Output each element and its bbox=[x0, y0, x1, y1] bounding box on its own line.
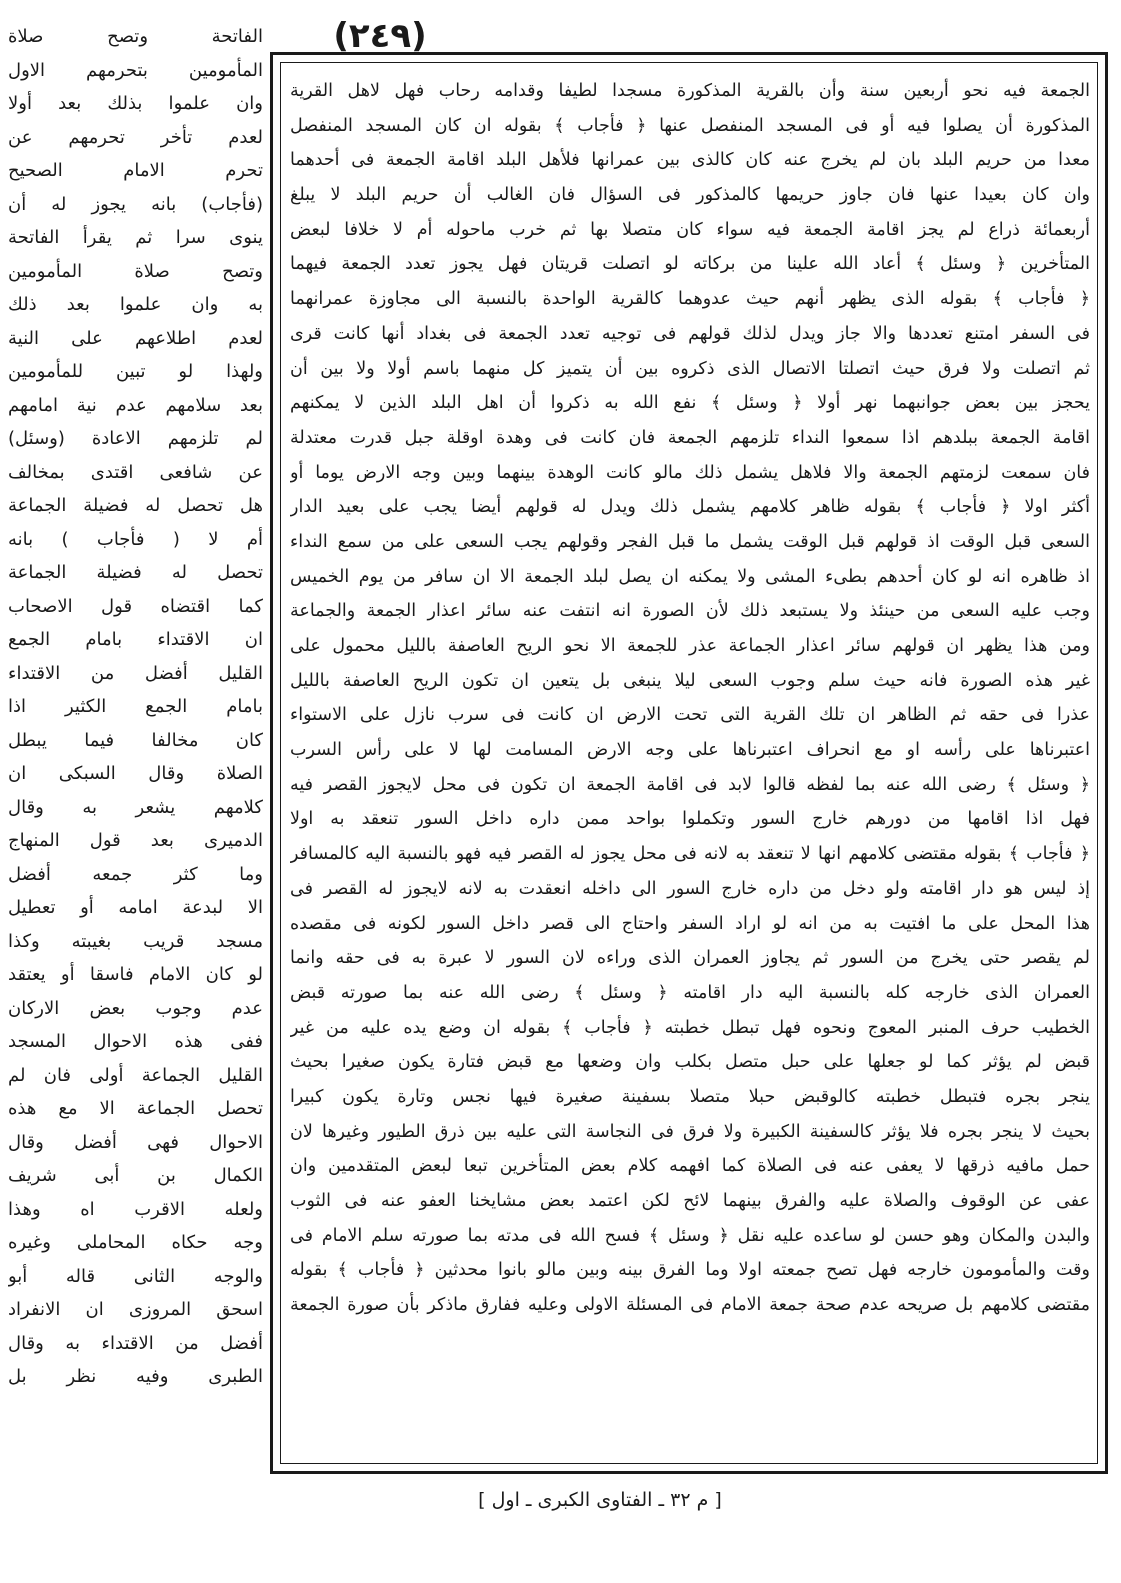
margin-text-line: أم لا ( فأجاب ) بانه bbox=[8, 528, 263, 550]
main-text-line: أربعمائة ذراع لم يجز اقامة الجمعة فيه سواء كان متصلا بها ثم خرب ماحوله أم لا خلافا لبعض bbox=[290, 219, 1090, 240]
margin-text-line: ولعله الاقرب اه وهذا bbox=[8, 1198, 263, 1220]
main-text-line: مقتضى كلامهم بل صريحه عدم صحة جمعة الامام فى المسئلة الاولى وعليه ففارق ماذكر بأن صورة الجمعة bbox=[290, 1295, 1090, 1316]
main-text-line: وجب عليه السعى من حينئذ ولا يستبعد ذلك لأن الصورة انه انتفت عنه سائر اعذار الجمعة والجماعة bbox=[290, 601, 1090, 622]
margin-text-line: اسحق المروزى ان الانفراد bbox=[8, 1299, 263, 1320]
main-text-line: ﴿ وسئل ﴾ رضى الله عنه بما لفظه قالوا لابد فى اقامة الجمعة ان تكون فى محل لايجوز القصر فيه bbox=[290, 774, 1090, 795]
margin-text-line: القليل أفضل من الاقتداء bbox=[8, 662, 263, 684]
margin-text-line: أفضل من الاقتداء به وقال bbox=[8, 1332, 263, 1354]
margin-text-line: لو كان الامام فاسقا أو يعتقد bbox=[8, 964, 263, 985]
main-text-line: قبض لم يؤثر كما لو جعلها على حبل متصل بكلب وان وضعها مع قبض فتارة يكون صغيرا بحيث bbox=[290, 1052, 1090, 1073]
page-footer: [ م ٣٢ ـ الفتاوى الكبرى ـ اول ] bbox=[478, 1489, 722, 1511]
margin-text-line: الطبرى وفيه نظر بل bbox=[8, 1366, 263, 1387]
margin-text-line: لعدم تأخر تحرمهم عن bbox=[8, 126, 263, 148]
margin-text-line: تحرم الامام الصحيح bbox=[8, 160, 263, 181]
main-text-line: ثم اتصلت ولا فرق حيث اتصلتا الاتصال الذى ذكروه بين أن يتميز كل منهما باسم أولا ولا بين أن bbox=[290, 358, 1090, 379]
margin-text-line: وتصح صلاة المأمومين bbox=[8, 260, 263, 282]
main-text-line: ﴿ فأجاب ﴾ بقوله الذى يظهر أنهم حيث عدوهما كالقرية الواحدة بالنسبة الى مجاوزة عمرانهما bbox=[290, 289, 1090, 310]
margin-text-line: بامام الجمع الكثير اذا bbox=[8, 696, 263, 717]
margin-text-line: وان علموا بذلك بعد أولا bbox=[8, 93, 263, 114]
main-text-line: بحيث لا ينجر بجره فلا يؤثر كالسفينة الكبيرة ولا فرق فى النجاسة التى عليه بين ذرق الطيور وغيرها لان bbox=[290, 1121, 1090, 1142]
main-text-line: إذ ليس هو دار اقامته ولو دخل من داره خارج السور الى داخله انعقدت به لانه لايجوز له القصر فى bbox=[290, 878, 1090, 899]
main-text-line: المتأخرين ﴿ وسئل ﴾ أعاد الله علينا من بركاته لو اتصلت قريتان فهل يجوز تعدد الجمعة فيهما bbox=[290, 254, 1090, 275]
margin-text-line: ينوى سرا ثم يقرأ الفاتحة bbox=[8, 227, 263, 248]
margin-text-line: وما كثر جمعه أفضل bbox=[8, 863, 263, 885]
margin-text-line: عن شافعى اقتدى بمخالف bbox=[8, 461, 263, 483]
margin-text-line: بعد سلامهم عدم نية امامهم bbox=[8, 394, 263, 416]
margin-text-line: به وان علموا بعد ذلك bbox=[8, 294, 263, 315]
margin-text-line: كما اقتضاه قول الاصحاب bbox=[8, 595, 263, 617]
page-number: (٢٤٩) bbox=[333, 16, 427, 56]
margin-text-line: وجه حكاه المحاملى وغيره bbox=[8, 1232, 263, 1253]
margin-text-line: ففى هذه الاحوال المسجد bbox=[8, 1031, 263, 1052]
margin-text-line: (فأجاب) بانه يجوز له أن bbox=[8, 193, 263, 215]
main-text-line: وقت والمأمومون خارجه فهل تصح جمعته اولا وما الفرق بينه وبين مالو بانوا محدثين ﴿ فأجاب ﴾ بقوله bbox=[290, 1260, 1090, 1281]
margin-text-line: كلامهم يشعر به وقال bbox=[8, 796, 263, 818]
main-text-line: الخطيب حرف المنبر المعوج ونحوه فهل تبطل خطبته ﴿ فأجاب ﴾ بقوله ان وضع يده عليه من غير bbox=[290, 1017, 1090, 1038]
margin-text-line: مسجد قريب بغيبته وكذا bbox=[8, 930, 263, 952]
main-text-line: يحجز بين بعض جوانبهما نهر أولا ﴿ وسئل ﴾ نفع الله به ذكروا أن اهل البلد الذين لا يمكنهم bbox=[290, 393, 1090, 414]
main-text-line: أكثر اولا ﴿ فأجاب ﴾ بقوله ظاهر كلامهم يشمل ذلك ويدل له قولهم أيضا يجب على بعيد الدار bbox=[290, 497, 1090, 518]
margin-text-line: تحصل الجماعة الا مع هذه bbox=[8, 1098, 263, 1119]
main-text-line: حمل مافيه ذرقها لا يعفى عنه فى الصلاة كما افهمه كلام بعض المتأخرين تبعا لبعض المتقدمين وان bbox=[290, 1156, 1090, 1177]
main-text-line: المذكورة أن يصلوا فيه أو فى المسجد المنفصل عنها ﴿ فأجاب ﴾ بقوله ان كان المسجد المنفصل bbox=[290, 115, 1090, 136]
margin-text-line: المأمومين بتحرمهم الاول bbox=[8, 59, 263, 81]
main-text-line: والبدن والمكان وهو حسن لو ساعده عليه نقل ﴿ وسئل ﴾ فسح الله فى مدته بما صورته سلم الامام فى bbox=[290, 1225, 1090, 1246]
margin-text-line: القليل الجماعة أولى فان لم bbox=[8, 1064, 263, 1086]
main-text-line: فهل اذا اقامها من دورهم خارج السور وتكملوا بواحد ممن داره داخل السور تنعقد به اولا bbox=[290, 809, 1090, 830]
margin-text-line: الدميرى بعد قول المنهاج bbox=[8, 830, 263, 851]
margin-text-line: والوجه الثانى قاله أبو bbox=[8, 1265, 263, 1287]
main-text-line: ومن هذا يظهر ان قولهم سائر اعذار الجماعة عذر للجمعة الا نحو الريح العاصفة بالليل محمول على bbox=[290, 636, 1090, 656]
margin-text-line: لعدم اطلاعهم على النية bbox=[8, 327, 263, 349]
main-text-line: ينجر بجره فتبطل خطبته كالوقبض حبلا متصلا بسفينة صغيرة فيها نجس وتارة يكون كبيرا bbox=[290, 1086, 1090, 1107]
main-text-line: ﴿ فأجاب ﴾ بقوله مقتضى كلامهم انها لا تنعقد به لانه فى محل يجوز له القصر فيه فهو بالنسبة اليه كالمسافر bbox=[290, 844, 1090, 865]
main-text-line: فان سمعت لزمتهم الجمعة والا فلاهل يشمل ذلك مالو كانت الوهدة بينهما وبين وجه الارض يوما أو bbox=[290, 462, 1090, 483]
main-text-line: السعى قبل الوقت اذ قولهم قبل الوقت يشمل ما قبل الفجر وقولهم يجب السعى على من سمع النداء bbox=[290, 531, 1090, 552]
margin-text-line: كان مخالفا فيما يبطل bbox=[8, 729, 263, 751]
main-text-line: عذرا فى حقه ثم الظاهر ان تلك القرية التى تحت الارض ان كانت فى سرب نازل على الاستواء bbox=[290, 705, 1090, 726]
margin-text-line: عدم وجوب بعض الاركان bbox=[8, 997, 263, 1019]
margin-text-line: لم تلزمهم الاعادة (وسئل) bbox=[8, 428, 263, 449]
main-text-block bbox=[290, 74, 1090, 1462]
main-text-line: اذ ظاهره انه لو كان أحدهم بطىء المشى ولا يمكنه ان يصل لبلد الجمعة الا ان سافر من يوم الخميس bbox=[290, 566, 1090, 587]
margin-text-line: هل تحصل له فضيلة الجماعة bbox=[8, 495, 263, 516]
main-text-line: هذا المحل على ما افتيت به من انه لو اراد السفر واحتاج الى قصر داخل السور لكونه فى مقصده bbox=[290, 913, 1090, 934]
main-text-line: الجمعة فيه نحو أربعين سنة وأن بالقرية المذكورة مسجدا لطيفا وقدامه رحاب فهل لاهل القرية bbox=[290, 81, 1090, 101]
main-text-line: فى السفر امتنع تعددها والا جاز ويدل لذلك قولهم فى توجيه تعدد الجمعة فى بغداد أنها كانت قرى bbox=[290, 323, 1090, 344]
margin-text-line: ان الاقتداء بامام الجمع bbox=[8, 629, 263, 650]
margin-text-line: الصلاة وقال السبكى ان bbox=[8, 763, 263, 784]
main-text-line: لم يقصر حتى يخرج من السور ثم يجاوز العمران الذى وراءه لان السور لا عبرة به فى حقه وانما bbox=[290, 948, 1090, 969]
main-text-line: معدا من حريم البلد بان لم يخرج عنه كان كالذى بين عمرانها فلأهل البلد اقامة الجمعة فى أحدهما bbox=[290, 150, 1090, 171]
margin-text-block bbox=[8, 20, 263, 1565]
main-text-line: وان كان بعيدا عنها فان جاوز حريمها كالمذكور فى السؤال فان الغالب أن حريم البلد لا يبلغ bbox=[290, 185, 1090, 206]
margin-text-line: الفاتحة وتصح صلاة bbox=[8, 26, 263, 47]
main-text-line: اعتبرناها على رأسه او مع انحراف اعتبرناها على وجه الارض المسامت لها لا على رأس السرب bbox=[290, 740, 1090, 761]
main-text-line: اقامة الجمعة ببلدهم اذا سمعوا النداء تلزمهم الجمعة فان كانت فى وهدة اوقلة جبل قدرت معتدلة bbox=[290, 427, 1090, 448]
main-text-line: غير هذه الصورة فانه حيث سلم وجوب السعى ليلا ينبغى بل يتعين ان تكون الريح العاصفة بالليل bbox=[290, 670, 1090, 691]
margin-text-line: الا لبدعة امامه أو تعطيل bbox=[8, 897, 263, 918]
margin-text-line: الاحوال فهى أفضل وقال bbox=[8, 1131, 263, 1153]
main-text-line: العمران الذى خارجه كله بالنسبة اليه دار اقامته ﴿ وسئل ﴾ رضى الله عنه بما صورته قبض bbox=[290, 982, 1090, 1003]
margin-text-line: تحصل له فضيلة الجماعة bbox=[8, 562, 263, 583]
margin-text-line: ولهذا لو تبين للمأمومين bbox=[8, 361, 263, 382]
main-text-line: عفى عن الوقوف والصلاة عليه والفرق بينهما لائح لكن اعتمد بعض مشايخنا العفو عنه فى الثوب bbox=[290, 1191, 1090, 1211]
margin-text-line: الكمال بن أبى شريف bbox=[8, 1165, 263, 1186]
